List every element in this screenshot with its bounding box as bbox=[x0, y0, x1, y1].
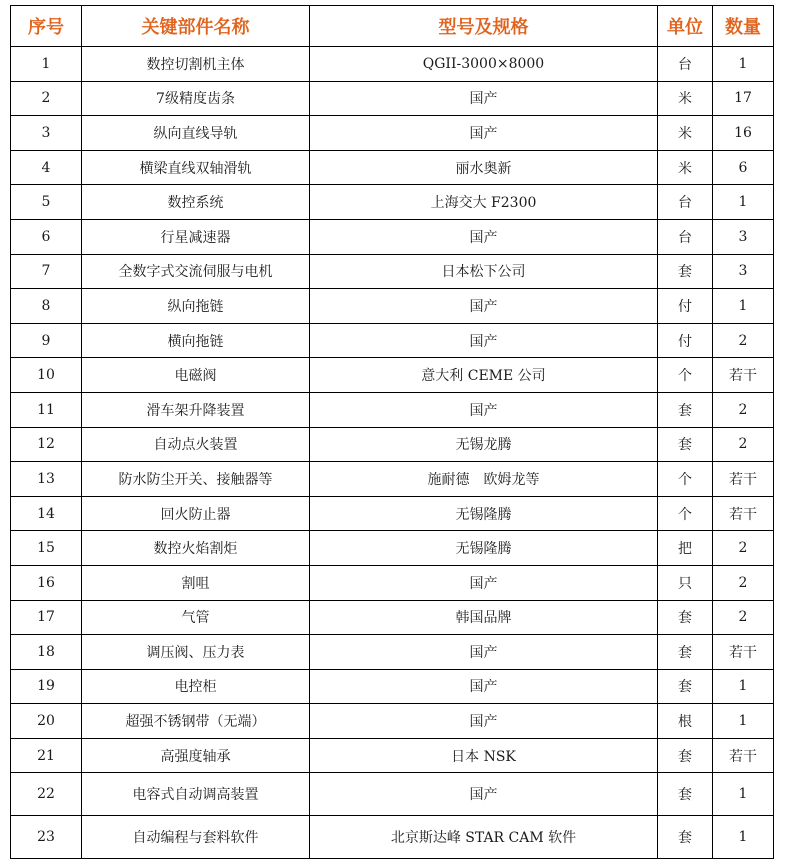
cell-unit: 把 bbox=[658, 531, 713, 566]
table-row bbox=[11, 531, 774, 566]
cell-name: 滑车架升降装置 bbox=[82, 392, 310, 427]
table-row bbox=[11, 116, 774, 151]
cell-unit: 台 bbox=[658, 219, 713, 254]
cell-name: 回火防止器 bbox=[82, 496, 310, 531]
cell-unit: 个 bbox=[658, 462, 713, 497]
cell-name: 全数字式交流伺服与电机 bbox=[82, 254, 310, 289]
cell-name: 数控火焰割炬 bbox=[82, 531, 310, 566]
cell-no: 12 bbox=[11, 427, 82, 462]
cell-qty: 2 bbox=[713, 323, 774, 358]
cell-unit: 套 bbox=[658, 669, 713, 704]
table-row bbox=[11, 185, 774, 220]
cell-name: 气管 bbox=[82, 600, 310, 635]
table-row bbox=[11, 704, 774, 739]
table-row bbox=[11, 565, 774, 600]
header-qty: 数量 bbox=[713, 6, 774, 47]
cell-spec: 国产 bbox=[310, 289, 658, 324]
cell-qty: 3 bbox=[713, 254, 774, 289]
table-body bbox=[11, 47, 774, 859]
cell-spec: 韩国品牌 bbox=[310, 600, 658, 635]
cell-spec: 国产 bbox=[310, 565, 658, 600]
cell-unit: 米 bbox=[658, 150, 713, 185]
cell-no: 2 bbox=[11, 81, 82, 116]
cell-unit: 套 bbox=[658, 738, 713, 773]
table-row bbox=[11, 323, 774, 358]
cell-qty: 1 bbox=[713, 704, 774, 739]
cell-spec: 国产 bbox=[310, 669, 658, 704]
table-row bbox=[11, 81, 774, 116]
cell-qty: 2 bbox=[713, 531, 774, 566]
header-name: 关键部件名称 bbox=[82, 6, 310, 47]
table-row bbox=[11, 773, 774, 816]
cell-spec: 丽水奥新 bbox=[310, 150, 658, 185]
cell-name: 行星减速器 bbox=[82, 219, 310, 254]
cell-unit: 只 bbox=[658, 565, 713, 600]
cell-no: 4 bbox=[11, 150, 82, 185]
cell-spec: 国产 bbox=[310, 773, 658, 816]
cell-qty: 17 bbox=[713, 81, 774, 116]
cell-qty: 2 bbox=[713, 427, 774, 462]
cell-unit: 套 bbox=[658, 392, 713, 427]
cell-no: 17 bbox=[11, 600, 82, 635]
table-row bbox=[11, 738, 774, 773]
cell-no: 13 bbox=[11, 462, 82, 497]
cell-no: 9 bbox=[11, 323, 82, 358]
cell-no: 3 bbox=[11, 116, 82, 151]
table-row bbox=[11, 427, 774, 462]
cell-no: 16 bbox=[11, 565, 82, 600]
cell-name: 数控切割机主体 bbox=[82, 47, 310, 82]
cell-unit: 套 bbox=[658, 635, 713, 670]
cell-spec: 国产 bbox=[310, 635, 658, 670]
cell-name: 自动点火装置 bbox=[82, 427, 310, 462]
table-row bbox=[11, 150, 774, 185]
cell-spec: 日本松下公司 bbox=[310, 254, 658, 289]
cell-spec: 意大利 CEME 公司 bbox=[310, 358, 658, 393]
cell-unit: 付 bbox=[658, 323, 713, 358]
cell-qty: 2 bbox=[713, 600, 774, 635]
cell-no: 11 bbox=[11, 392, 82, 427]
cell-qty: 若干 bbox=[713, 738, 774, 773]
table-row bbox=[11, 496, 774, 531]
cell-spec: 国产 bbox=[310, 116, 658, 151]
cell-spec: 无锡隆腾 bbox=[310, 531, 658, 566]
cell-name: 电容式自动调高装置 bbox=[82, 773, 310, 816]
cell-unit: 套 bbox=[658, 816, 713, 859]
cell-qty: 若干 bbox=[713, 462, 774, 497]
cell-no: 15 bbox=[11, 531, 82, 566]
cell-no: 22 bbox=[11, 773, 82, 816]
cell-no: 1 bbox=[11, 47, 82, 82]
cell-qty: 若干 bbox=[713, 496, 774, 531]
cell-qty: 1 bbox=[713, 669, 774, 704]
cell-no: 7 bbox=[11, 254, 82, 289]
cell-spec: 国产 bbox=[310, 323, 658, 358]
cell-spec: 上海交大 F2300 bbox=[310, 185, 658, 220]
cell-spec: 无锡隆腾 bbox=[310, 496, 658, 531]
cell-qty: 3 bbox=[713, 219, 774, 254]
cell-no: 8 bbox=[11, 289, 82, 324]
cell-unit: 套 bbox=[658, 427, 713, 462]
cell-unit: 套 bbox=[658, 254, 713, 289]
cell-qty: 2 bbox=[713, 392, 774, 427]
cell-qty: 若干 bbox=[713, 358, 774, 393]
cell-name: 横向拖链 bbox=[82, 323, 310, 358]
cell-no: 10 bbox=[11, 358, 82, 393]
cell-name: 纵向拖链 bbox=[82, 289, 310, 324]
table-row bbox=[11, 47, 774, 82]
cell-spec: QGII-3000×8000 bbox=[310, 47, 658, 82]
header-unit: 单位 bbox=[658, 6, 713, 47]
cell-no: 6 bbox=[11, 219, 82, 254]
table-row bbox=[11, 669, 774, 704]
cell-spec: 国产 bbox=[310, 392, 658, 427]
cell-unit: 米 bbox=[658, 81, 713, 116]
cell-unit: 个 bbox=[658, 358, 713, 393]
table-row bbox=[11, 816, 774, 859]
table-row bbox=[11, 289, 774, 324]
cell-name: 7级精度齿条 bbox=[82, 81, 310, 116]
cell-no: 21 bbox=[11, 738, 82, 773]
cell-unit: 根 bbox=[658, 704, 713, 739]
cell-spec: 无锡龙腾 bbox=[310, 427, 658, 462]
cell-no: 14 bbox=[11, 496, 82, 531]
header-row bbox=[11, 6, 774, 47]
cell-name: 自动编程与套料软件 bbox=[82, 816, 310, 859]
table-row bbox=[11, 219, 774, 254]
cell-qty: 1 bbox=[713, 773, 774, 816]
cell-unit: 套 bbox=[658, 600, 713, 635]
table-row bbox=[11, 254, 774, 289]
table-row bbox=[11, 358, 774, 393]
cell-qty: 1 bbox=[713, 289, 774, 324]
cell-name: 割咀 bbox=[82, 565, 310, 600]
cell-qty: 若干 bbox=[713, 635, 774, 670]
cell-qty: 2 bbox=[713, 565, 774, 600]
cell-spec: 国产 bbox=[310, 219, 658, 254]
cell-no: 19 bbox=[11, 669, 82, 704]
cell-unit: 付 bbox=[658, 289, 713, 324]
cell-name: 电控柜 bbox=[82, 669, 310, 704]
cell-no: 18 bbox=[11, 635, 82, 670]
header-spec: 型号及规格 bbox=[310, 6, 658, 47]
cell-name: 高强度轴承 bbox=[82, 738, 310, 773]
cell-name: 调压阀、压力表 bbox=[82, 635, 310, 670]
cell-qty: 1 bbox=[713, 47, 774, 82]
cell-name: 超强不锈钢带（无端） bbox=[82, 704, 310, 739]
cell-spec: 国产 bbox=[310, 81, 658, 116]
cell-unit: 台 bbox=[658, 47, 713, 82]
table-row bbox=[11, 392, 774, 427]
cell-qty: 6 bbox=[713, 150, 774, 185]
cell-unit: 台 bbox=[658, 185, 713, 220]
cell-name: 电磁阀 bbox=[82, 358, 310, 393]
cell-name: 纵向直线导轨 bbox=[82, 116, 310, 151]
cell-name: 防水防尘开关、接触器等 bbox=[82, 462, 310, 497]
table-row bbox=[11, 635, 774, 670]
cell-no: 23 bbox=[11, 816, 82, 859]
cell-no: 5 bbox=[11, 185, 82, 220]
cell-qty: 1 bbox=[713, 816, 774, 859]
cell-name: 横梁直线双轴滑轨 bbox=[82, 150, 310, 185]
cell-spec: 国产 bbox=[310, 704, 658, 739]
cell-unit: 米 bbox=[658, 116, 713, 151]
cell-name: 数控系统 bbox=[82, 185, 310, 220]
cell-spec: 北京斯达峰 STAR CAM 软件 bbox=[310, 816, 658, 859]
table-row bbox=[11, 462, 774, 497]
cell-unit: 套 bbox=[658, 773, 713, 816]
parts-table bbox=[10, 5, 774, 859]
header-no: 序号 bbox=[11, 6, 82, 47]
cell-spec: 日本 NSK bbox=[310, 738, 658, 773]
cell-qty: 16 bbox=[713, 116, 774, 151]
cell-no: 20 bbox=[11, 704, 82, 739]
cell-unit: 个 bbox=[658, 496, 713, 531]
cell-spec: 施耐德 欧姆龙等 bbox=[310, 462, 658, 497]
cell-qty: 1 bbox=[713, 185, 774, 220]
table-row bbox=[11, 600, 774, 635]
